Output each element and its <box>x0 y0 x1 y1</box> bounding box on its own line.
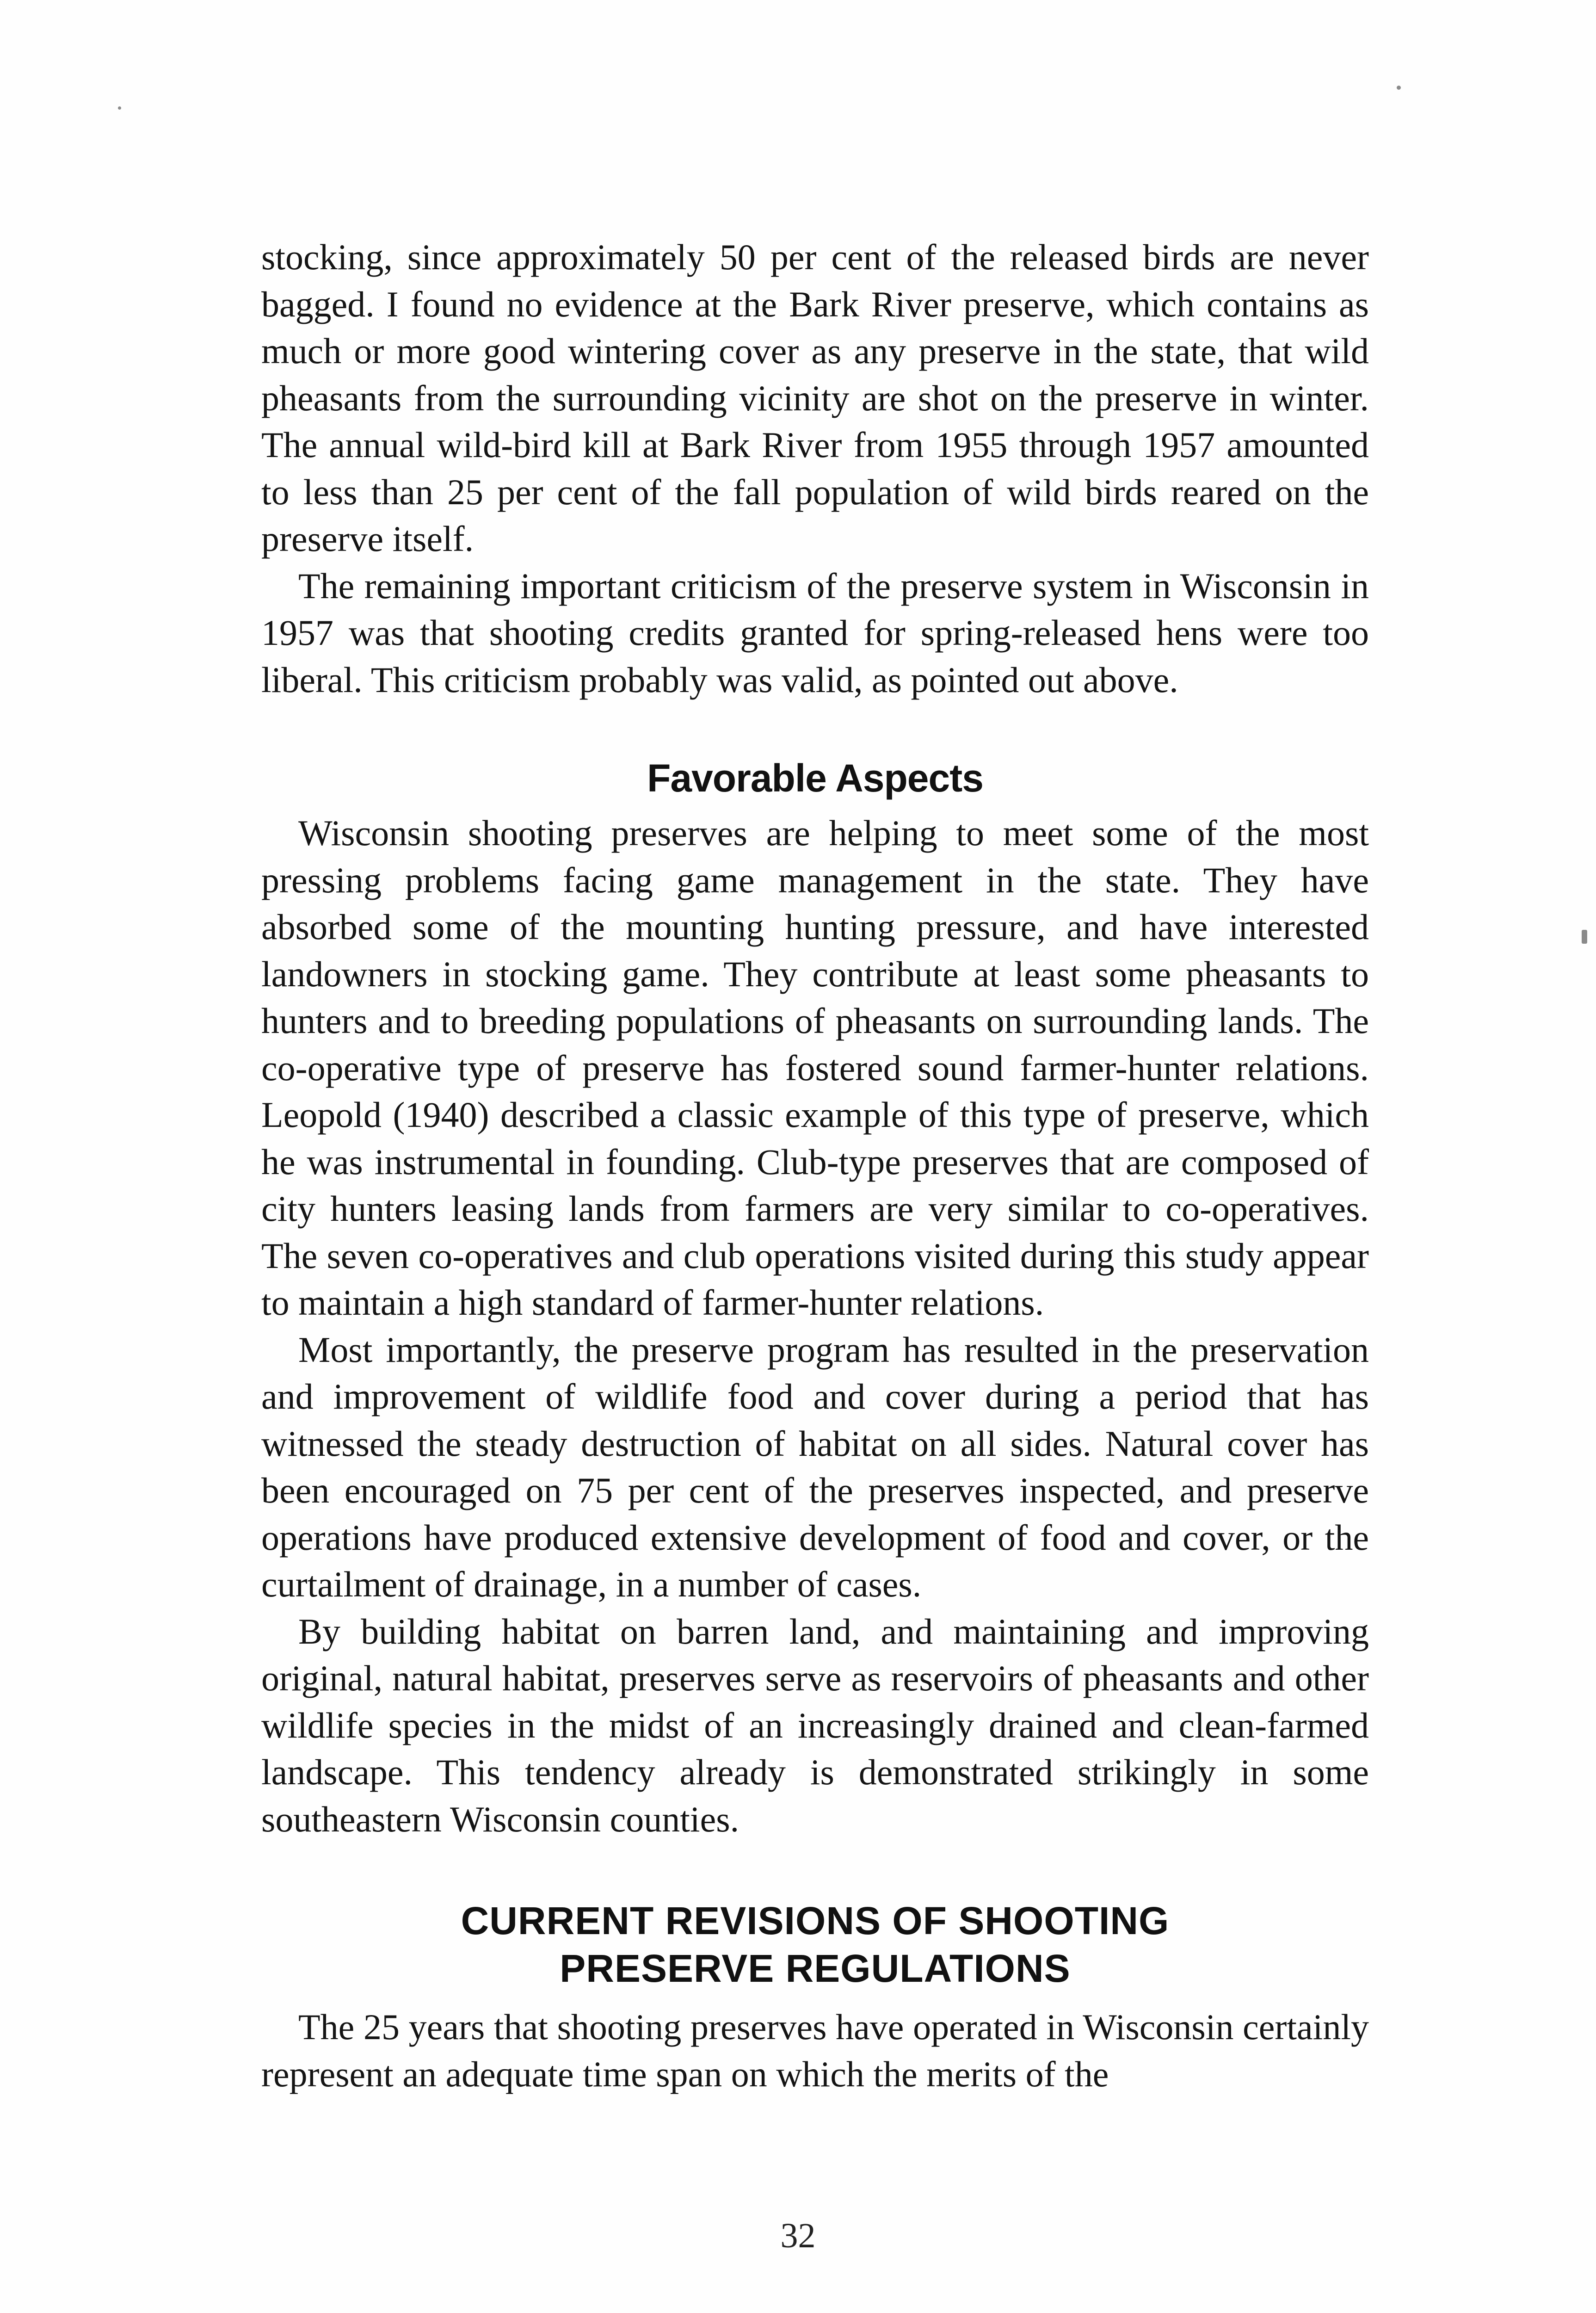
section-heading-current-revisions <box>261 1897 1369 1992</box>
paragraph-building-habitat: By building habitat on barren land, and maintaining and improving original, natural habitat, preserves serve as reservoirs of pheasants and other wildlife species in the midst of an increasingly drained and clean-farmed landscape. This tendency already is demonstrated strikingly in some southeastern Wisconsin counties. <box>261 1611 1369 1839</box>
paragraph-wisconsin-preserves: Wisconsin shooting preserves are helping to meet some of the most pressing problems facing game management in the state. They have absorbed some of the mounting hunting pressure, and have interested landowners in stocking game. They contribute at least some pheasants to hunters and to breeding populations of pheasants on surrounding lands. The co-operative type of preserve has fostered sound farmer-hunter relations. Leopold (1940) described a classic example of this type of preserve, which he was instrumental in founding. Club-type preserves that are composed of city hunters leasing lands from farmers are very similar to co-operatives. The seven co-operatives and club operations visited during this study appear to maintain a high standard of farmer-hunter relations. <box>261 813 1369 1323</box>
paper-speck <box>1582 930 1587 944</box>
paper-speck <box>1397 86 1401 90</box>
paragraph-most-importantly: Most importantly, the preserve program has resulted in the preservation and improvement of wildlife food and cover during a period that has witnessed the steady destruction of habitat on all sides. Natural cover has been encouraged on 75 per cent of the preserves inspected, and preserve operations have produced extensive development of food and cover, or the curtailment of drainage, in a number of cases. <box>261 1329 1369 1604</box>
paragraph-remaining-criticism: The remaining important criticism of the preserve system in Wisconsin in 1957 was that shooting credits granted for spring-released hens were too liberal. This criticism probably was valid, as pointed out above. <box>261 565 1369 700</box>
section-heading-favorable-aspects: Favorable Aspects <box>647 756 983 800</box>
text-column <box>261 234 1369 2097</box>
paragraph-continued-stocking: stocking, since approximately 50 per cent of the released birds are never bagged. I found no evidence at the Bark River preserve, which contains as much or more good wintering cover as any preserve in the state, that wild pheasants from the surrounding vicinity are shot on the preserve in winter. The annual wild-bird kill at Bark River from 1955 through 1957 amounted to less than 25 per cent of the fall population of wild birds reared on the preserve itself. <box>261 237 1369 559</box>
section-heading-line-2: PRESERVE REGULATIONS <box>560 1947 1071 1990</box>
paper-speck <box>118 106 121 110</box>
section-heading-line-1: CURRENT REVISIONS OF SHOOTING <box>461 1899 1170 1942</box>
paragraph-twenty-five-years: The 25 years that shooting preserves have operated in Wisconsin certainly represent an adequate time span on which the merits of the <box>261 2007 1369 2094</box>
page-number: 32 <box>780 2216 816 2255</box>
